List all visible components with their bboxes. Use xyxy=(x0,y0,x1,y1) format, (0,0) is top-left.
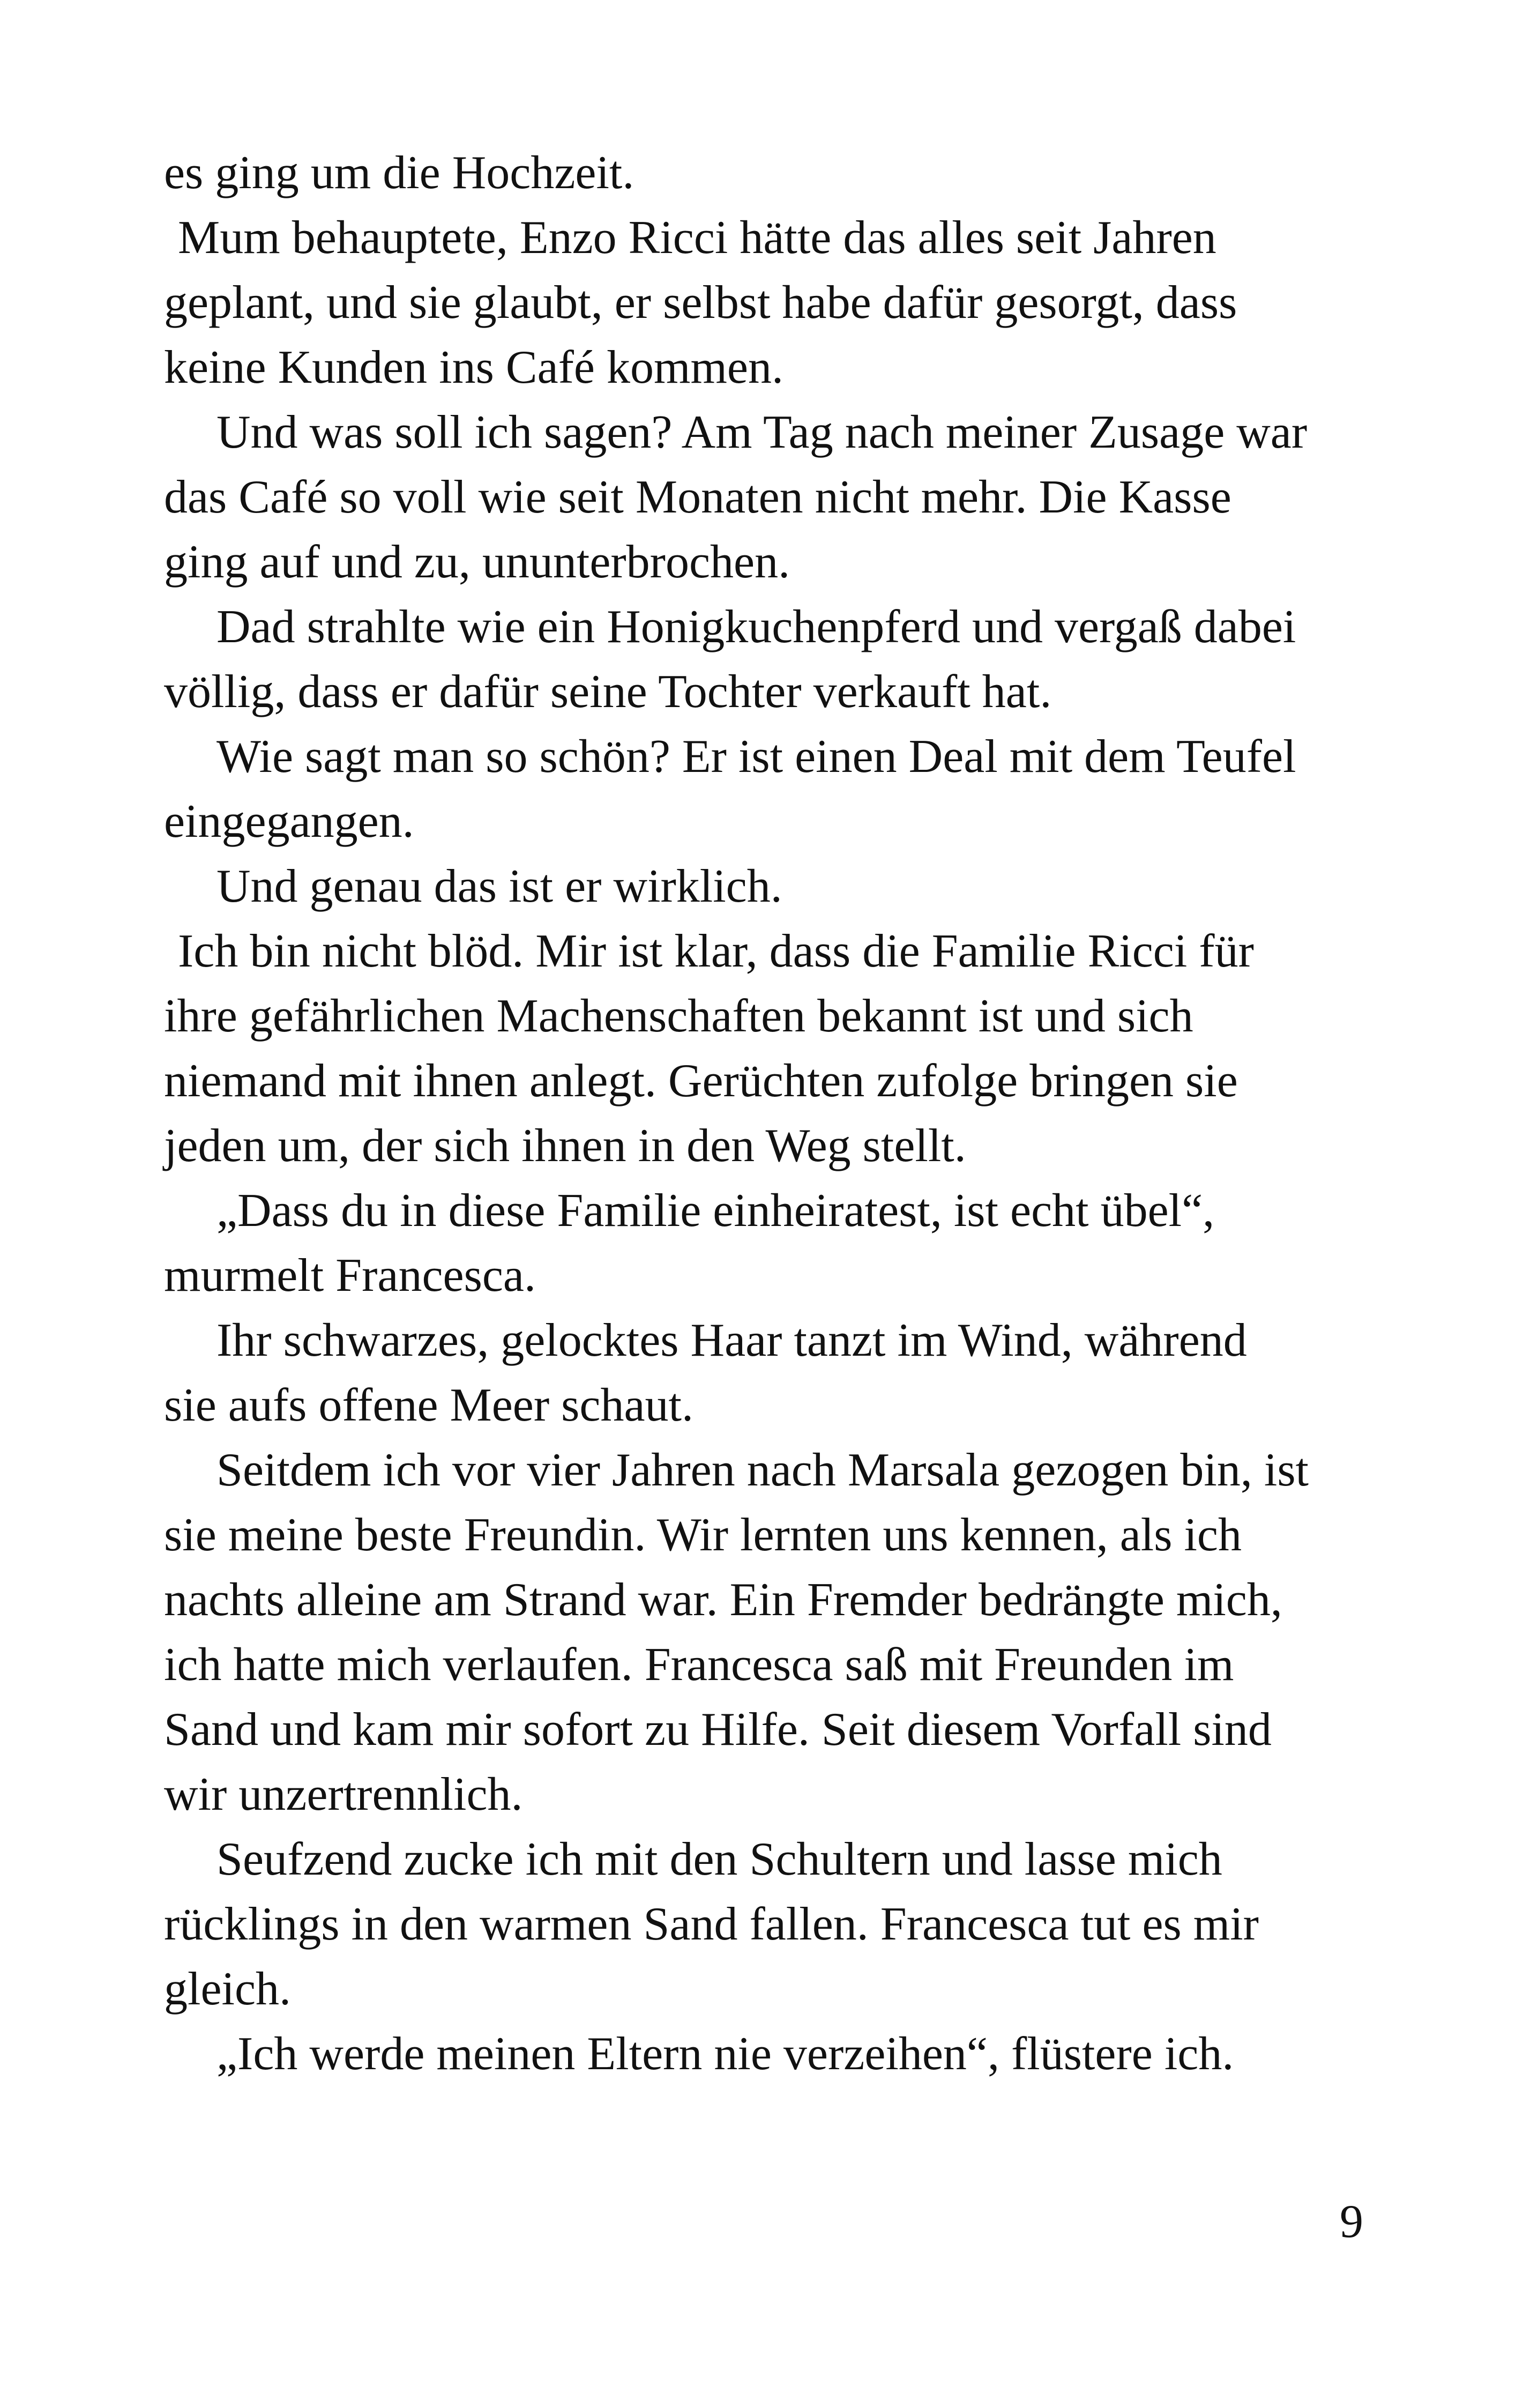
text-line: ich hatte mich verlaufen. Francesca saß mit Freunden im xyxy=(164,1639,1234,1691)
text-line: keine Kunden ins Café kommen. xyxy=(164,341,783,393)
text-line: Dad strahlte wie ein Honigkuchenpferd und vergaß dabei xyxy=(216,601,1296,653)
text-line: jeden um, der sich ihnen in den Weg stellt. xyxy=(164,1120,966,1172)
text-line: wir unzertrennlich. xyxy=(164,1768,523,1820)
text-line: niemand mit ihnen anlegt. Gerüchten zufolge bringen sie xyxy=(164,1055,1238,1107)
text-line: es ging um die Hochzeit. xyxy=(164,147,634,199)
text-line: rücklings in den warmen Sand fallen. Francesca tut es mir xyxy=(164,1898,1259,1950)
text-line: geplant, und sie glaubt, er selbst habe dafür gesorgt, dass xyxy=(164,277,1237,329)
text-line: Und genau das ist er wirklich. xyxy=(216,860,782,912)
text-line: völlig, dass er dafür seine Tochter verkauft hat. xyxy=(164,666,1052,718)
text-line: sie meine beste Freundin. Wir lernten uns kennen, als ich xyxy=(164,1509,1242,1561)
text-line: Wie sagt man so schön? Er ist einen Deal mit dem Teufel xyxy=(216,731,1296,783)
text-line: murmelt Francesca. xyxy=(164,1250,536,1302)
text-line: ging auf und zu, ununterbrochen. xyxy=(164,536,790,588)
text-line: ihre gefährlichen Machenschaften bekannt ist und sich xyxy=(164,990,1193,1042)
text-line: „Dass du in diese Familie einheiratest, ist echt übel“, xyxy=(216,1185,1215,1237)
text-line: nachts alleine am Strand war. Ein Fremder bedrängte mich, xyxy=(164,1574,1282,1626)
text-line: sie aufs offene Meer schaut. xyxy=(164,1379,693,1431)
text-line: Ich bin nicht blöd. Mir ist klar, dass die Familie Ricci für xyxy=(178,925,1254,977)
text-line: das Café so voll wie seit Monaten nicht mehr. Die Kasse xyxy=(164,471,1231,523)
text-line: Seitdem ich vor vier Jahren nach Marsala gezogen bin, ist xyxy=(216,1444,1309,1496)
text-line: Sand und kam mir sofort zu Hilfe. Seit diesem Vorfall sind xyxy=(164,1704,1272,1756)
text-line: Mum behauptete, Enzo Ricci hätte das alles seit Jahren xyxy=(178,212,1216,264)
text-line: gleich. xyxy=(164,1963,292,2015)
text-line: Seufzend zucke ich mit den Schultern und lasse mich xyxy=(216,1833,1222,1885)
page-number: 9 xyxy=(1340,2196,1363,2248)
body-text xyxy=(164,140,1362,2086)
text-line: eingegangen. xyxy=(164,796,414,848)
text-line: Ihr schwarzes, gelocktes Haar tanzt im Wind, während xyxy=(216,1314,1247,1366)
text-line: „Ich werde meinen Eltern nie verzeihen“, flüstere ich. xyxy=(216,2028,1234,2080)
text-line: Und was soll ich sagen? Am Tag nach meiner Zusage war xyxy=(216,406,1308,458)
